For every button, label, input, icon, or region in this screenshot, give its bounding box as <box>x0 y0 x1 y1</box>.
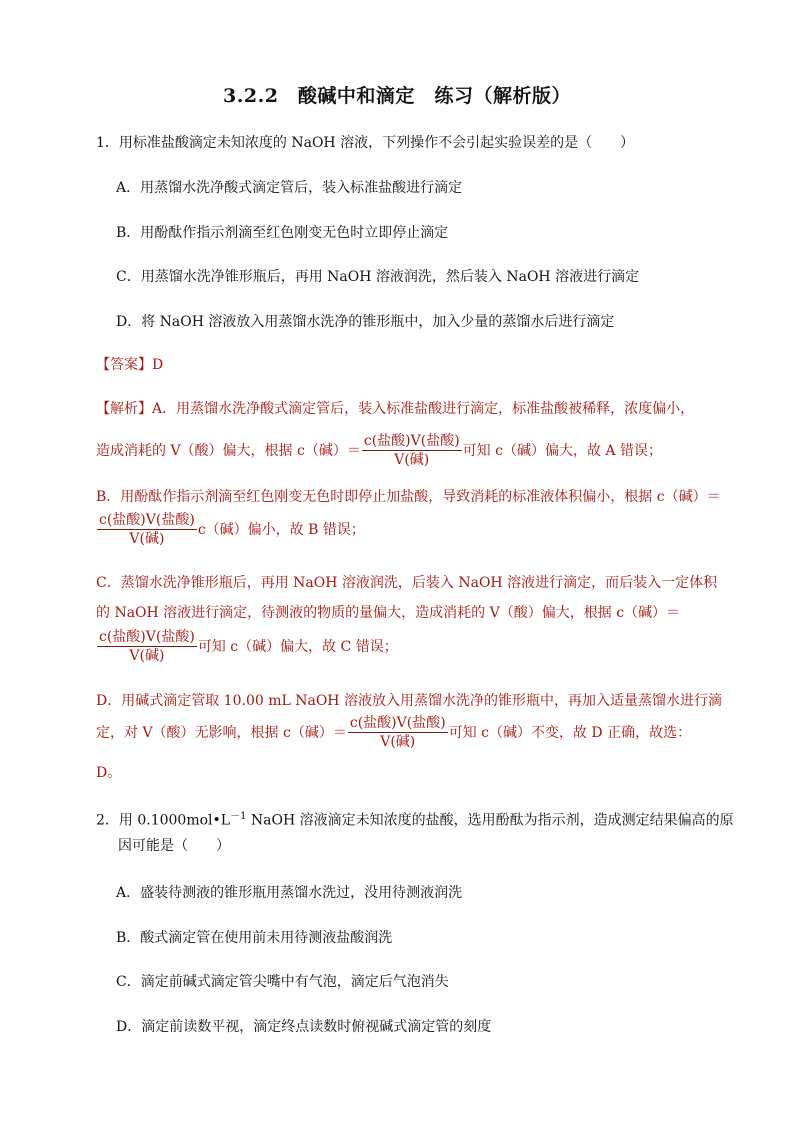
analysis-c-line-3-post: 可知 c（碱）偏大，故 C 错误； <box>197 639 398 655</box>
fraction-numerator: c(盐酸)V(盐酸) <box>363 432 460 449</box>
fraction-denominator: V(碱) <box>380 733 416 750</box>
question-1-option-d: D．将 NaOH 溶液放入用蒸馏水洗净的锥形瓶中，加入少量的蒸馏水后进行滴定 <box>116 314 615 330</box>
question-1-option-b: B．用酚酞作指示剂滴至红色刚变无色时立即停止滴定 <box>116 225 449 241</box>
question-2-stem-pre: 2．用 0.1000mol•L <box>96 812 231 829</box>
analysis-tag: 【解析】 <box>96 401 152 417</box>
question-2-stem-superscript: －1 <box>230 811 247 822</box>
question-2-option-a: A．盛装待测液的锥形瓶用蒸馏水洗过，没用待测液润洗 <box>116 885 463 901</box>
page-title: 3.2.2 酸碱中和滴定 练习（解析版） <box>223 85 571 107</box>
answer-value: D <box>152 357 164 373</box>
analysis-a-line-2-post: 可知 c（碱）偏大，故 A 错误； <box>462 443 662 459</box>
question-2-stem-post: NaOH 溶液滴定未知浓度的盐酸，选用酚酞为指示剂，造成测定结果偏高的原 <box>246 812 734 829</box>
fraction-formula <box>348 714 448 751</box>
analysis-a-line-2 <box>96 431 662 471</box>
fraction-denominator: V(碱) <box>394 451 430 468</box>
question-2-option-b: B．酸式滴定管在使用前未用待测液盐酸润洗 <box>116 930 393 946</box>
analysis-a-line-2-pre: 造成消耗的 V（酸）偏大，根据 c（碱）＝ <box>96 443 361 459</box>
fraction-numerator: c(盐酸)V(盐酸) <box>349 714 446 731</box>
fraction-denominator: V(碱) <box>129 647 165 664</box>
analysis-d-line-2 <box>96 713 691 753</box>
question-2-stem-line-2: 因可能是（ ） <box>118 838 230 854</box>
fraction-formula <box>97 511 197 548</box>
analysis-b-line-1: B．用酚酞作指示剂滴至红色刚变无色时即停止加盐酸，导致消耗的标准液体积偏小，根据 c（碱）＝ <box>96 489 721 505</box>
analysis-b-line-2 <box>96 510 365 550</box>
analysis-d-line-2-post: 可知 c（碱）不变，故 D 正确，故选： <box>448 725 692 741</box>
question-2-option-d: D．滴定前读数平视，滴定终点读数时俯视碱式滴定管的刻度 <box>116 1019 492 1035</box>
fraction-denominator: V(碱) <box>129 530 165 547</box>
analysis-d-line-3: D。 <box>96 765 122 781</box>
analysis-c-line-3 <box>96 627 398 667</box>
analysis-d-line-2-pre: 定，对 V（酸）无影响，根据 c（碱）＝ <box>96 725 347 741</box>
analysis-a-text: A．用蒸馏水洗净酸式滴定管后，装入标准盐酸进行滴定，标准盐酸被稀释，浓度偏小， <box>152 401 695 417</box>
fraction-formula <box>362 432 462 469</box>
question-1-option-a: A．用蒸馏水洗净酸式滴定管后，装入标准盐酸进行滴定 <box>116 180 463 196</box>
analysis-b-line-2-post: c（碱）偏小，故 B 错误； <box>197 522 365 538</box>
fraction-formula <box>97 628 197 665</box>
question-2-option-c: C．滴定前碱式滴定管尖嘴中有气泡，滴定后气泡消失 <box>116 974 449 990</box>
question-1-option-c: C．用蒸馏水洗净锥形瓶后，再用 NaOH 溶液润洗，然后装入 NaOH 溶液进行滴定 <box>116 269 640 285</box>
fraction-numerator: c(盐酸)V(盐酸) <box>99 628 195 645</box>
analysis-a-line-1 <box>96 398 694 420</box>
fraction-numerator: c(盐酸)V(盐酸) <box>99 511 195 528</box>
analysis-d-line-1: D．用碱式滴定管取 10.00 mL NaOH 溶液放入用蒸馏水洗净的锥形瓶中，再加入适量蒸馏水进行滴 <box>96 693 722 709</box>
question-2-stem-line-1 <box>96 806 734 832</box>
answer-line <box>96 354 163 376</box>
question-1-stem: 1．用标准盐酸滴定未知浓度的 NaOH 溶液，下列操作不会引起实验误差的是（ ） <box>96 135 635 151</box>
answer-tag: 【答案】 <box>96 357 152 373</box>
analysis-c-line-1: C．蒸馏水洗净锥形瓶后，再用 NaOH 溶液润洗，后装入 NaOH 溶液进行滴定，而后装入一定体积 <box>96 575 718 591</box>
analysis-c-line-2: 的 NaOH 溶液进行滴定，待测液的物质的量偏大，造成消耗的 V（酸）偏大，根据 c（碱）＝ <box>96 605 681 621</box>
